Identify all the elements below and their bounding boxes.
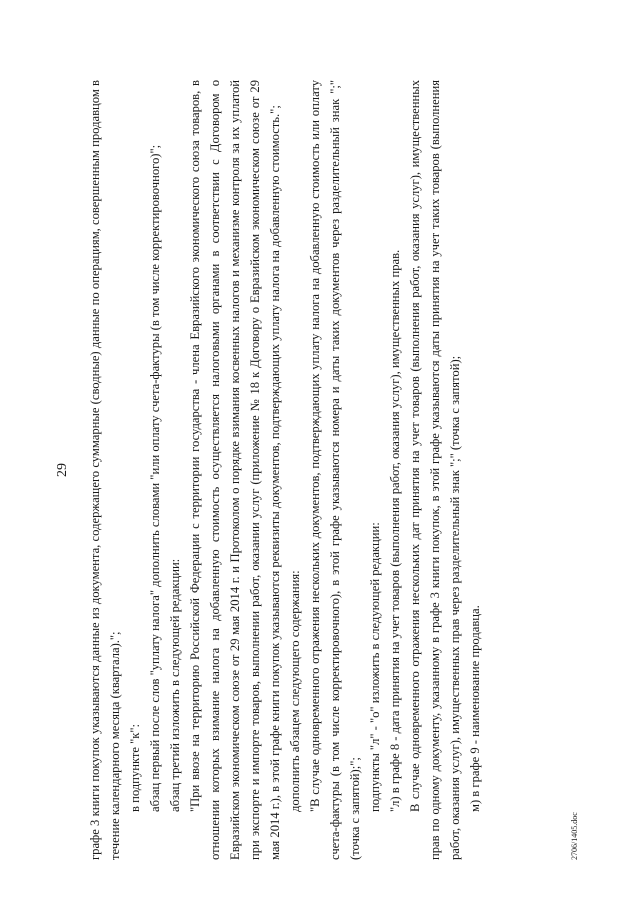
paragraph: графе 3 книги покупок указываются данные из документа, содержащего суммарные (сводные) данные по операциям, совершенным продавцом в течение календарного месяца (квартала).";	[88, 80, 122, 860]
paragraph: "При ввозе на территорию Российской Федерации с территории государства - члена Евразийского экономического союза товаров, в отношении которых взимание налога на добавленную стоимость осуществляется налоговыми органами в соответствии с Договором о Евразийском экономическом союзе от 29 мая 2014 г. и Протоколом о порядке взимания косвенных налогов и механизме контроля за их уплатой при экспорте и импорте товаров, выполнении работ, оказании услуг (приложение № 18 к Договору о Евразийском экономическом союзе от 29 мая 2014 г.), в этой графе книги покупок указываются реквизиты документов, подтверждающих уплату налога на добавленную стоимость.";	[188, 80, 282, 860]
paragraph: абзац третий изложить в следующей редакции:	[168, 558, 182, 812]
paragraph: абзац первый после слов "уплату налога" дополнить словами "или оплату счета-фактуры (в том числе корректировочного)";	[148, 144, 162, 812]
page-number: 29	[55, 463, 70, 477]
paragraph: дополнить абзацем следующего содержания:	[288, 570, 302, 812]
paragraph: "В случае одновременного отражения нескольких документов, подтверждающих уплату налога на добавленную стоимость или оплату счета-фактуры (в том числе корректировочного), в этой графе указываются номера и даты таких документов через разделительный знак ";" (точка с запятой);";	[308, 80, 362, 860]
paragraph: В случае одновременного отражения нескольких дат принятия на учет товаров (выполнения работ, оказания услуг), имущественных прав по одному документу, указанному в графе 3 книги покупок, в этой графе указываются даты принятия на учет таких товаров (выполнения работ, оказания услуг), имущественных прав через разделительный знак ";" (точка с запятой);	[408, 80, 462, 860]
paragraph: "л) в графе 8 - дата принятия на учет товаров (выполнения работ, оказания услуг), имущественных прав.	[388, 249, 402, 812]
paragraph: в подпункте "к":	[128, 723, 142, 812]
document-footer: 2706/1405.doc	[570, 812, 579, 860]
paragraph: подпункты "л" - "о" изложить в следующей редакции:	[368, 522, 382, 812]
paragraph: м) в графе 9 - наименование продавца.	[468, 605, 482, 812]
document-body	[85, 80, 485, 860]
